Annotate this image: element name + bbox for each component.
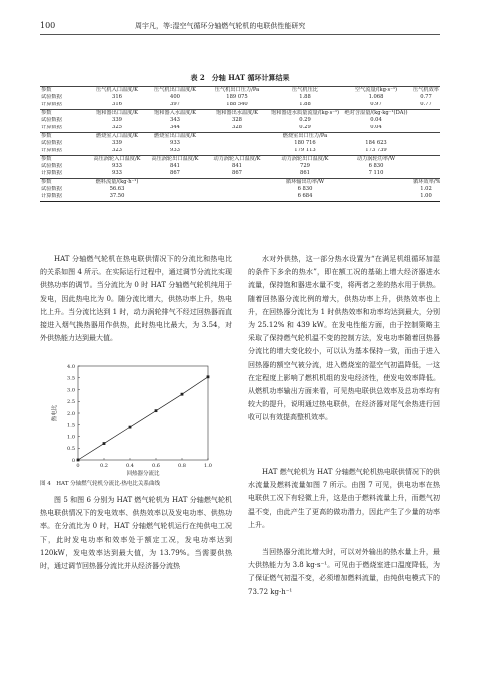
table-cell: 6 830 <box>368 163 384 169</box>
table-cell: 179 113 <box>294 147 316 154</box>
table-cell: 933 <box>170 147 180 154</box>
table-cell: 316 <box>112 94 122 101</box>
table-cell <box>412 140 440 147</box>
table-header-cell: 燃料流量/(kg·h⁻¹) <box>88 178 146 186</box>
table-cell <box>412 170 440 178</box>
table-cell: 计算数据 <box>40 193 88 201</box>
table-cell: 343 <box>170 117 180 124</box>
table-cell: 397 <box>170 101 180 108</box>
table-header-row <box>40 87 440 95</box>
table-row <box>40 140 440 147</box>
data-point <box>129 426 132 429</box>
text-line: 当回热器分流比增大时，可以对外输出的热 <box>262 548 398 556</box>
table-header-cell: 饱和器入水温度/K <box>146 109 204 117</box>
text-line: 水对外供热，这一部分热水设置为“在满足机组循 <box>262 255 419 263</box>
table-header-cell: 饱和器出口温度/K <box>88 109 146 117</box>
table-header-cell: 参数 <box>40 87 88 95</box>
y-axis-label: 热电比 <box>52 404 58 422</box>
right-paragraph-3 <box>248 546 440 599</box>
table-cell: 328 <box>232 124 242 131</box>
plot-frame <box>78 366 208 460</box>
table-cell: 339 <box>112 140 122 146</box>
text-line: 有效提高整机效率。 <box>269 413 332 422</box>
text-line: 在定程度上影响了燃机机组的发电经济性，使发 <box>248 373 398 382</box>
y-tick-label: 4.0 <box>67 363 75 370</box>
table-header-cell: 参数 <box>40 132 88 140</box>
table-row <box>40 148 440 156</box>
table-cell: 841 <box>232 163 242 169</box>
table-cell <box>146 193 204 201</box>
page-number: 100 <box>40 21 56 30</box>
left-paragraph-2 <box>40 494 232 573</box>
data-point <box>181 393 184 396</box>
table-cell: 323 <box>112 147 122 154</box>
results-table <box>40 86 440 202</box>
table-cell: 328 <box>232 117 242 124</box>
text-line: 程中，通过调节分流比实现供热功率的调节。当 <box>40 268 233 290</box>
table-row <box>40 117 440 124</box>
table-header-cell <box>412 109 440 117</box>
text-line: 此产生了更高的做功潜力，因此产生了少量的功 <box>283 507 434 516</box>
table-header-row <box>40 109 440 117</box>
text-line: 分流比为 0 时 HAT 分轴燃气轮机纯用于发 <box>40 281 232 303</box>
text-line: 电，因此热电比为 0。随分流比增大，供热功率上 <box>47 294 204 303</box>
table-cell: 339 <box>112 117 122 124</box>
data-point <box>207 375 210 378</box>
x-axis-label: 回热器分流比 <box>126 471 160 477</box>
table-cell: 6 684 <box>270 193 340 201</box>
table-cell: 7 110 <box>368 170 384 177</box>
text-line: 电联供总效率及总功率均有较大的提升，说明通 <box>248 387 441 409</box>
table-header-cell: 燃烧室入口温度/K <box>88 132 146 140</box>
table-header-cell <box>340 178 412 186</box>
table-cell: 861 <box>300 170 310 177</box>
y-tick-label: 0 <box>71 457 75 464</box>
table-cell: 189 075 <box>226 94 248 101</box>
table-header-cell <box>412 132 440 140</box>
x-tick-label: 0.4 <box>126 463 134 469</box>
y-tick-label: 1.5 <box>67 422 75 429</box>
table-cell <box>340 193 412 201</box>
text-line: 升，这是由于燃料流量上升，而燃气初温不变，由 <box>248 494 441 516</box>
text-line: 法，发电功率随着回热器分流比的增大变化较小， <box>248 334 441 356</box>
table-cell: 1.00 <box>412 193 440 201</box>
table-header-cell: 高压涡轮出口温度/K <box>146 155 204 163</box>
table-cell: 6 830 <box>297 186 313 192</box>
text-line: HAT 燃气轮机为 HAT 分轴燃气轮机热电联 <box>262 468 398 476</box>
table-cell: 37.50 <box>88 193 146 201</box>
table-cell <box>146 186 204 193</box>
table-cell: 344 <box>170 124 180 131</box>
table-cell: 180 716 <box>294 140 316 146</box>
table-cell <box>204 186 270 193</box>
table-header-cell: 压气机出口温度/K <box>146 87 204 95</box>
table-header-cell: 压气机压比 <box>270 87 340 95</box>
y-tick-label: 0.5 <box>67 446 75 453</box>
figure-4-caption: 图 4 HAT 分轴燃气轮机分流比-热电比关系曲线 <box>40 481 160 487</box>
table-header-cell <box>204 132 270 140</box>
table-header-cell: 动力涡轮入口温度/K <box>204 155 270 163</box>
table-cell: 试验数据 <box>41 163 62 169</box>
table-cell: 试验数据 <box>41 117 62 124</box>
table-cell: 325 <box>112 124 122 131</box>
y-tick-label: 3.0 <box>67 387 75 394</box>
text-line: 空气被分流，进入燃烧室的湿空气初温降低，一这 <box>283 360 441 369</box>
table-header-cell <box>340 132 412 140</box>
table-cell: 1.88 <box>299 94 311 101</box>
table-cell: 173 739 <box>365 147 387 154</box>
table-cell: 0.97 <box>370 101 382 108</box>
table-cell <box>340 186 412 193</box>
table-row <box>40 193 440 201</box>
table-cell: 867 <box>232 170 242 177</box>
table-row <box>40 186 440 193</box>
table-cell <box>204 193 270 201</box>
table-cell: 933 <box>112 163 122 169</box>
table-cell: 0.77 <box>420 101 432 108</box>
x-tick-label: 0.2 <box>100 463 108 469</box>
table-cell: 729 <box>300 163 310 169</box>
table-cell: 0.04 <box>370 124 382 131</box>
text-line: 须增加燃料流量，由纯供电模式下的 73.72 kg·h⁻¹ <box>248 574 441 596</box>
x-tick-label: 0.8 <box>178 463 186 469</box>
data-point <box>103 442 106 445</box>
table-header-cell: 饱和器出水温度/K <box>204 109 270 117</box>
text-line: 升，热电比上升。当分流比达到 1 时，动力涡轮排 <box>40 294 232 316</box>
text-line: 电功率和效率处于额定工况，发电功率达到 120 <box>40 535 233 557</box>
table-cell: 841 <box>170 163 180 169</box>
data-point <box>77 459 80 462</box>
table-cell: 1.068 <box>368 94 384 101</box>
text-line: 例的增大，供热功率上升，供热效率也上升，在回 <box>248 294 441 316</box>
text-line: HAT 分轴燃气轮机在热电联供情况下的分 <box>54 255 189 263</box>
text-line: 水量上升，最大供热能力为 3.8 kg·s⁻¹。可见由于 <box>248 548 440 570</box>
text-line: 大值。 <box>96 334 117 343</box>
right-paragraph-2 <box>248 466 440 532</box>
table-cell <box>412 125 440 133</box>
table-header-cell: 参数 <box>40 155 88 163</box>
table-header-cell: 压气机出口压力/Pa <box>204 87 270 95</box>
text-line: 燃烧室进口温度降低，为了保证燃气初温不变，必 <box>248 561 441 583</box>
text-line: 热器分流比为 1 时供热效率和功率均达到最大， <box>276 307 426 316</box>
table-header-cell: 燃烧室出口压力/Pa <box>270 132 340 140</box>
running-title: 周宇凡，等:湿空气循环分轴燃气轮机的电联供性能研究 <box>135 22 306 30</box>
table-cell <box>204 148 270 156</box>
table-cell: 400 <box>170 94 180 101</box>
table-cell: 试验数据 <box>41 140 62 146</box>
text-line: 率上升。 <box>248 507 441 529</box>
y-tick-label: 2.0 <box>67 410 75 417</box>
table-row <box>40 125 440 133</box>
x-tick-label: 0 <box>76 463 80 469</box>
table-caption: 表 2 分轴 HAT 循环计算结果 <box>190 73 290 82</box>
table-header-cell: 动力涡轮出口温度/K <box>270 155 340 163</box>
table-header-cell: 压气机入口温度/K <box>88 87 146 95</box>
table-header-cell: 燃烧室出口温度/K <box>146 132 204 140</box>
table-header-cell: 饱和器进水质量流量/(kg·s⁻¹) <box>271 109 340 116</box>
table-header-cell: 压气机效率 <box>413 86 439 93</box>
text-line: 图 5 和图 6 分别为 HAT 燃气轮机为 HAT 分 <box>54 496 197 504</box>
right-paragraph-1 <box>248 253 440 425</box>
y-tick-label: 3.5 <box>67 375 75 382</box>
table-cell: 0.77 <box>420 94 432 101</box>
table-header-cell <box>146 178 204 186</box>
table-header-cell: 动力涡轮功率/W <box>340 155 412 163</box>
y-tick-label: 1.0 <box>67 434 75 441</box>
table-header-row <box>40 155 440 163</box>
table-header-cell: 高压涡轮入口温度/K <box>88 155 146 163</box>
table-header-cell <box>204 178 270 186</box>
text-line: kW，发电效率达到最大值，为 13.79%。当需要供 <box>53 548 225 557</box>
table-cell: 计算数据 <box>41 101 62 108</box>
text-line: 供情况下的供水流量及燃料流量如图 7 所示。由 <box>248 468 441 490</box>
text-line: 图 7 可见，供电功率在热电联供工况下有轻微上 <box>248 481 441 503</box>
figure-4-chart <box>38 360 218 478</box>
y-tick-label: 2.5 <box>67 399 75 406</box>
table-cell: 0.29 <box>299 117 311 124</box>
table-header-cell: 绝对含湿量/(kg·kg⁻¹(DA)) <box>340 109 412 117</box>
table-header-cell: 参数 <box>40 178 88 186</box>
table-cell: 计算数据 <box>41 170 62 177</box>
table-cell <box>412 148 440 156</box>
table-header-cell: 循环输出功率/W <box>270 178 340 186</box>
text-line: 流比和热电比的关系如图 4 所示。在实际运行过 <box>40 255 233 277</box>
header-rule <box>40 34 440 35</box>
table-cell: 计算数据 <box>41 147 62 154</box>
table-header-cell: 循环效率/% <box>413 178 440 185</box>
table-cell: 1.88 <box>299 101 311 108</box>
table-cell: 56.63 <box>109 186 125 192</box>
table-cell: 计算数据 <box>41 124 62 131</box>
text-line: 率以及发电功率、供热功率。在分流比为 0 时， <box>40 509 233 531</box>
text-line: 热时，通过调节回热器分流比并从经济器分流热 <box>40 548 232 571</box>
x-tick-label: 0.6 <box>152 463 160 469</box>
text-line: 过热电联供，在经济器对尾气余热进行回收可以 <box>248 400 441 422</box>
text-line: 电效率降低。从燃机功率输出方面来看，可见热 <box>248 373 441 396</box>
text-line: 可以认为基本保持一致，而由于进入回热器的额 <box>248 347 441 369</box>
text-line: 气不经过回热器而直接进入烟气换热器用作供热，此 <box>40 307 233 330</box>
table-cell <box>204 140 270 147</box>
text-line: 轴燃气轮机热电联供情况下的发电效率、供热效 <box>40 496 232 518</box>
table-cell: 867 <box>170 170 180 177</box>
table-row <box>40 94 440 101</box>
text-line: 上增大经济器进水流量，保持饱和器进水量不变， <box>248 268 441 290</box>
table-cell: 316 <box>112 101 122 108</box>
table-cell: 试验数据 <box>41 186 62 192</box>
table-header-row <box>40 178 440 186</box>
text-line: 时热电比最大，为 3.54，对外供热能力达到最 <box>40 321 233 343</box>
table-header-cell: 参数 <box>40 109 88 117</box>
text-line: HAT 分轴燃气轮机运行在纯供电工况下，此时发 <box>40 522 233 544</box>
table-row <box>40 102 440 110</box>
left-paragraph-1 <box>40 253 232 345</box>
table-cell: 0.04 <box>370 117 382 124</box>
running-header <box>40 21 440 33</box>
table-row <box>40 163 440 170</box>
data-point <box>155 409 158 412</box>
x-tick-label: 1.0 <box>204 463 212 469</box>
text-line: 分别为 25.12% 和 439 kW。在发电性能方面，由 <box>248 307 441 330</box>
table-cell: 188 540 <box>226 101 248 108</box>
text-line: 环加湿的条件下多余的热水”，即在额工况的基础 <box>248 255 441 277</box>
table-cell: 试验数据 <box>41 94 62 101</box>
table-row <box>40 170 440 178</box>
table-cell: 933 <box>170 140 180 146</box>
table-cell: 184 623 <box>365 140 387 146</box>
table-cell <box>412 163 440 170</box>
table-header-cell <box>412 155 440 163</box>
table-cell: 933 <box>112 170 122 177</box>
table-header-cell: 空气流量/(kg·s⁻¹) <box>340 87 412 95</box>
text-line: 于控制策略主采取了保持燃气轮机温不变的控制方 <box>248 321 441 343</box>
table-cell: 1.02 <box>420 186 432 192</box>
table-header-row <box>40 132 440 140</box>
text-line: 将两者之差的热水用于供热。随着回热器分流比 <box>248 281 441 303</box>
table-cell <box>412 117 440 124</box>
table-cell: 0.29 <box>299 124 311 131</box>
data-line <box>78 377 208 460</box>
